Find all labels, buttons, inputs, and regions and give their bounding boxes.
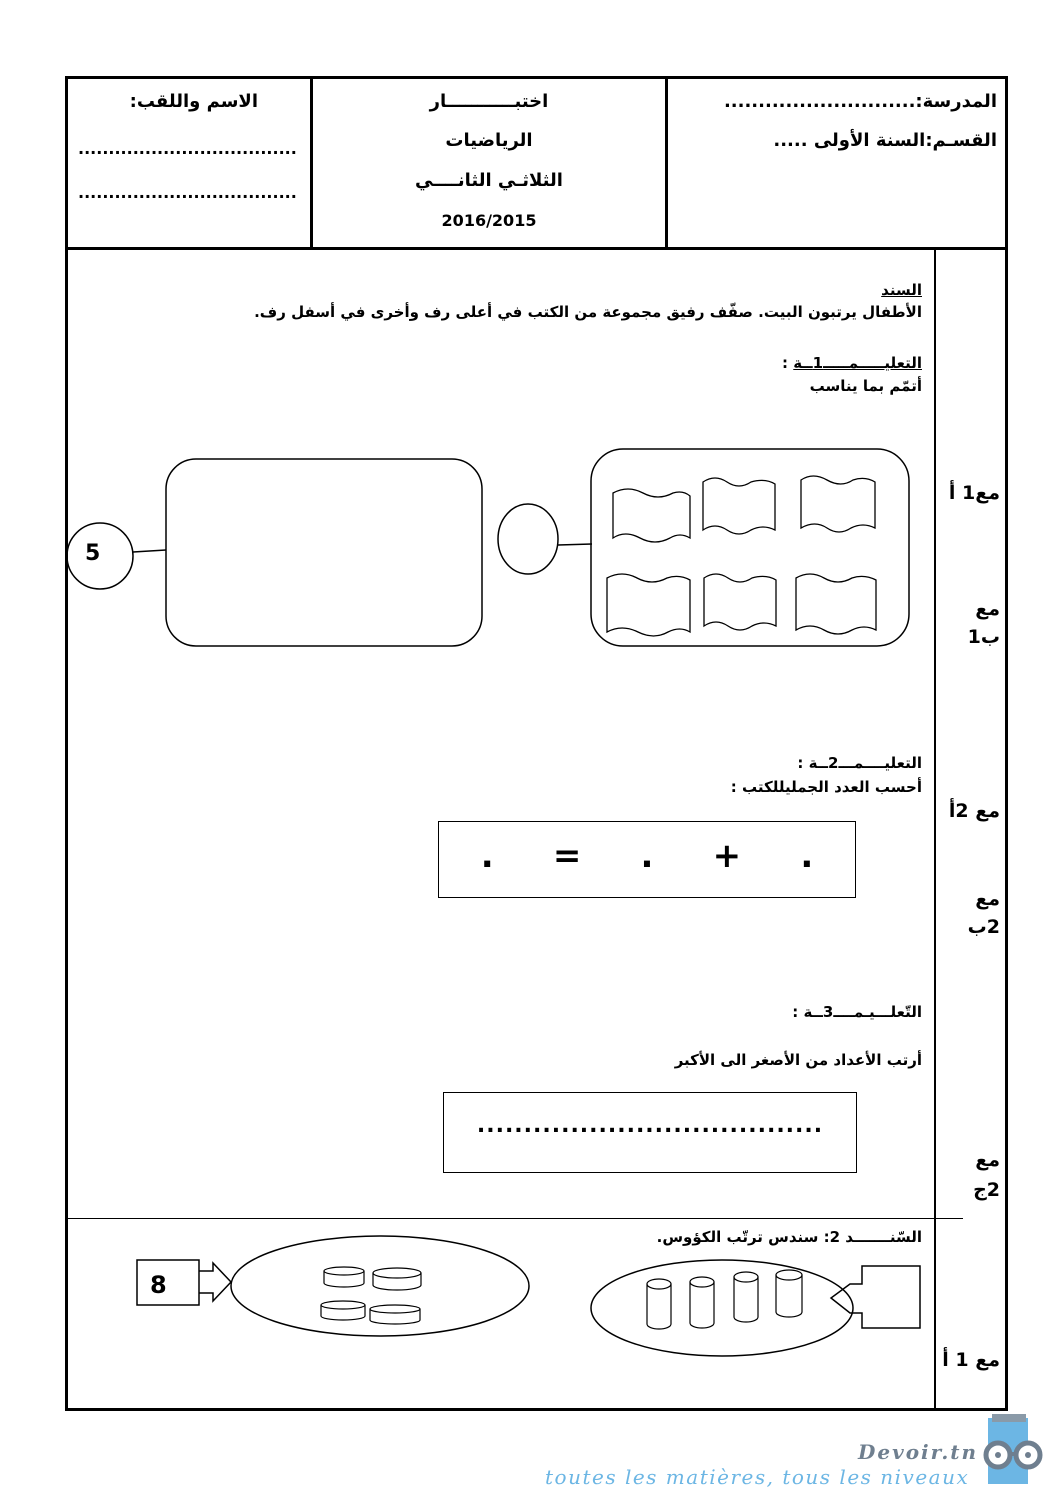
score-label: مع	[975, 598, 1000, 620]
exam-year: 2016/2015	[441, 211, 537, 230]
cups-group-left	[231, 1236, 529, 1336]
task1-title: التعليـــــمـــــ1ــة	[793, 354, 922, 372]
tagline-watermark: toutes les matières, tous les niveaux	[545, 1465, 970, 1489]
exam-term: الثلاثـي الثانــــي	[415, 170, 563, 191]
task1-diagram	[67, 449, 909, 646]
support1-text: الأطفال يرتبون البيت. صفّف رفيق مجموعة من الكتب في أعلى رف وأخرى في أسفل رف.	[254, 303, 922, 321]
book-glasses-logo-icon	[978, 1410, 1048, 1490]
score-label: مع 2ج	[973, 1149, 1000, 1201]
addition-equation: . = . + .	[480, 836, 814, 876]
score-label: مع 2أ	[948, 800, 1000, 822]
task3-title: التّعلـــيـمــــ3ــة	[803, 1003, 922, 1021]
support2-given-number: 8	[150, 1271, 167, 1299]
score-label: 2ب	[967, 916, 1000, 938]
task2-colon: :	[797, 754, 809, 772]
support1-title: السند	[881, 281, 922, 299]
cups-group-right	[591, 1260, 853, 1356]
book-icon-group	[607, 476, 876, 636]
name-label: الاسم واللقب:	[129, 91, 258, 112]
task2-title: التعليــــمـــ2ــة	[808, 754, 922, 772]
task1-given-number: 5	[85, 541, 101, 566]
score-label: مع 1 أ	[942, 1349, 1000, 1371]
given-number-box	[137, 1260, 199, 1305]
connector-line	[133, 550, 166, 552]
book-icon	[607, 574, 690, 636]
task3-instruction: أرتب الأعداد من الأصغر الى الأكبر	[674, 1051, 922, 1069]
arrow-right-icon	[199, 1263, 231, 1301]
support2-diagram	[137, 1236, 920, 1356]
ordering-dots: .....................................	[476, 1113, 824, 1138]
flat-cup-icons	[321, 1267, 421, 1324]
score-label: مع	[975, 888, 1000, 910]
connector-line-2	[558, 544, 592, 545]
score-label: مع1 أ	[948, 482, 1000, 504]
support2-title: السّنـــــــد 2: سندس ترتّب الكؤوس.	[656, 1228, 922, 1246]
task3-colon: :	[792, 1003, 804, 1021]
task1-instruction: أتمّم بما يناسب	[809, 377, 922, 395]
school-field[interactable]: المدرسة:............................	[723, 91, 997, 112]
exam-title: اختبـــــــــــار	[429, 91, 549, 112]
score-label: ب1	[967, 626, 1000, 648]
name-dots-2[interactable]: ....................................	[78, 183, 297, 202]
brand-watermark: Devoir.tn	[858, 1440, 979, 1464]
arrow-left-answer-box[interactable]	[831, 1266, 920, 1328]
tall-cup-icons	[647, 1270, 802, 1329]
book-icon	[796, 574, 876, 634]
book-icon	[613, 489, 690, 542]
class-field[interactable]: القسـم:السنة الأولى .....	[773, 130, 997, 151]
name-dots-1[interactable]: ....................................	[78, 139, 297, 158]
exam-subject: الرياضيات	[445, 130, 533, 151]
task1-colon: :	[782, 354, 794, 372]
book-icon	[704, 574, 776, 630]
book-icon	[703, 478, 775, 534]
task2-instruction: أحسب العدد الجمليللكتب :	[730, 778, 922, 796]
book-icon	[801, 476, 875, 532]
count-answer-circle[interactable]	[498, 504, 558, 574]
total-answer-box[interactable]	[166, 459, 482, 646]
